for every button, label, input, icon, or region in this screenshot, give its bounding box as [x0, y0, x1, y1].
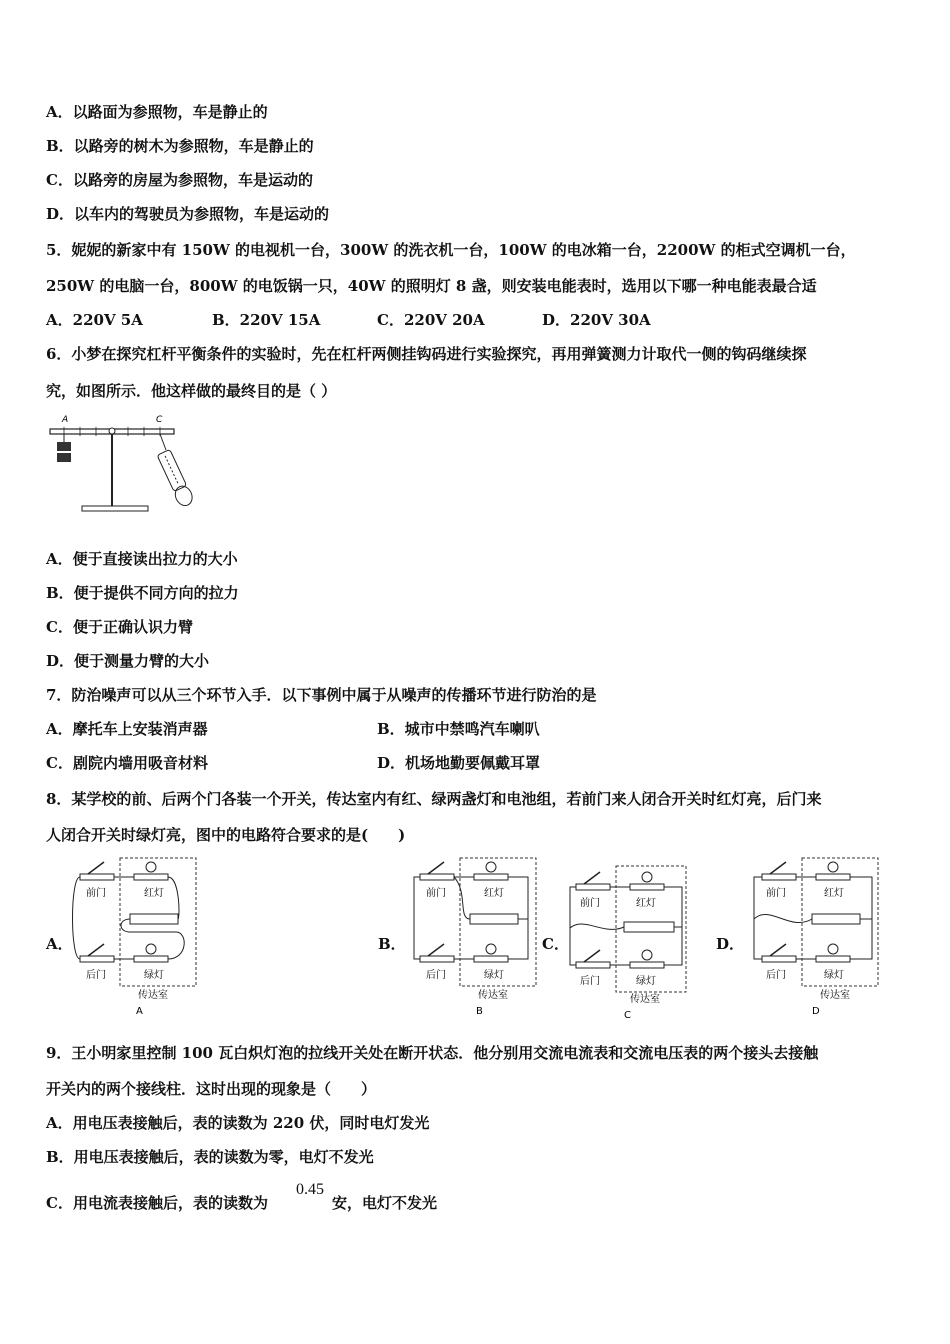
- green-light-label: 绿灯: [144, 970, 164, 981]
- battery-pack: [130, 914, 178, 924]
- front-door-switch: [576, 872, 610, 890]
- q8-stem-line1: 8．某学校的前、后两个门各装一个开关，传达室内有红、绿两盏灯和电池组，若前门来人闭合开关时红灯亮，后门来: [46, 790, 822, 808]
- q6-option-d: D．便于测量力臂的大小: [46, 652, 210, 670]
- red-light-label: 红灯: [484, 888, 504, 899]
- front-door-switch: [420, 862, 454, 880]
- caption-c: C: [624, 1010, 631, 1021]
- red-light-label: 红灯: [824, 888, 844, 899]
- q4-option-b: B．以路旁的树木为参照物，车是静止的: [46, 137, 314, 155]
- green-light-bulb: [134, 944, 168, 962]
- q9-stem-line2: 开关内的两个接线柱．这时出现的现象是（ ）: [46, 1080, 377, 1098]
- q5-stem-line1: 5．妮妮的新家中有 150W 的电视机一台，300W 的洗衣机一台，100W 的电冰箱一台，2200W 的柜式空调机一台，: [46, 241, 856, 259]
- q8-circuit-a: [68, 852, 204, 1020]
- q8-circuit-c: [564, 856, 700, 1024]
- q6-lever-figure: [44, 410, 224, 520]
- q5-option-b: B．220V 15A: [212, 311, 321, 329]
- caption-d: D: [812, 1006, 820, 1017]
- q9-option-c-suffix: 安，电灯不发光: [332, 1194, 438, 1212]
- red-light-bulb: [134, 862, 168, 880]
- front-door-label: 前门: [86, 888, 106, 899]
- q8-option-d-label: D．: [716, 935, 745, 953]
- q5-stem-line2: 250W 的电脑一台，800W 的电饭锅一只，40W 的照明灯 8 盏，则安装电能表时，选用以下哪一种电能表最合适: [46, 277, 817, 295]
- room-label: 传达室: [478, 990, 508, 1001]
- q6-option-c: C．便于正确认识力臂: [46, 618, 193, 636]
- back-door-label: 后门: [766, 970, 786, 981]
- q8-circuit-b: [408, 852, 544, 1020]
- q8-option-c-label: C．: [542, 935, 569, 953]
- q9-option-c-value: 0.45: [296, 1181, 324, 1198]
- front-door-switch: [762, 862, 796, 880]
- q6-stem-line2: 究，如图所示．他这样做的最终目的是（ ）: [46, 382, 337, 400]
- q7-option-b: B．城市中禁鸣汽车喇叭: [377, 720, 540, 738]
- battery-pack: [812, 914, 860, 924]
- battery-pack: [470, 914, 518, 924]
- q9-option-b: B．用电压表接触后，表的读数为零，电灯不发光: [46, 1148, 374, 1166]
- spring-balance: [156, 449, 195, 508]
- q8-circuit-d: [750, 852, 886, 1020]
- back-door-label: 后门: [426, 970, 446, 981]
- caption-a: A: [136, 1006, 143, 1017]
- green-light-label: 绿灯: [824, 970, 844, 981]
- front-door-label: 前门: [766, 888, 786, 899]
- lever-base: [82, 506, 148, 511]
- q9-option-a: A．用电压表接触后，表的读数为 220 伏，同时电灯发光: [46, 1114, 430, 1132]
- front-door-label: 前门: [426, 888, 446, 899]
- q6-label-c: C: [156, 415, 163, 425]
- red-light-bulb: [474, 862, 508, 880]
- caption-b: B: [476, 1006, 483, 1017]
- q5-option-a: A．220V 5A: [46, 311, 143, 329]
- q6-label-a: A: [62, 415, 69, 425]
- q8-option-a-label: A．: [46, 935, 73, 953]
- weight-block-2: [57, 453, 71, 462]
- q8-stem-line2: 人闭合开关时绿灯亮，图中的电路符合要求的是( ): [46, 826, 406, 844]
- green-light-label: 绿灯: [636, 976, 656, 987]
- q7-option-d: D．机场地勤要佩戴耳罩: [377, 754, 541, 772]
- battery-pack: [624, 922, 674, 932]
- red-light-bulb: [630, 872, 664, 890]
- front-door-label: 前门: [580, 898, 600, 909]
- q9-stem-line1: 9．王小明家里控制 100 瓦白炽灯泡的拉线开关处在断开状态．他分别用交流电流表和交流电压表的两个接头去接触: [46, 1044, 819, 1062]
- back-door-switch: [762, 944, 796, 962]
- green-light-label: 绿灯: [484, 970, 504, 981]
- back-door-label: 后门: [580, 976, 600, 987]
- q5-option-d: D．220V 30A: [542, 311, 651, 329]
- q9-option-c-prefix: C．用电流表接触后，表的读数为: [46, 1194, 268, 1212]
- q7-option-a: A．摩托车上安装消声器: [46, 720, 208, 738]
- back-door-switch: [420, 944, 454, 962]
- back-door-switch: [576, 950, 610, 968]
- green-light-bulb: [816, 944, 850, 962]
- q6-option-a: A．便于直接读出拉力的大小: [46, 550, 238, 568]
- room-label: 传达室: [630, 994, 660, 1005]
- q6-stem-line1: 6．小梦在探究杠杆平衡条件的实验时，先在杠杆两侧挂钩码进行实验探究，再用弹簧测力计取代一侧的钩码继续探: [46, 345, 807, 363]
- weight-block-1: [57, 442, 71, 451]
- green-light-bulb: [474, 944, 508, 962]
- q7-option-c: C．剧院内墙用吸音材料: [46, 754, 208, 772]
- green-light-bulb: [630, 950, 664, 968]
- room-label: 传达室: [138, 990, 168, 1001]
- red-light-label: 红灯: [636, 898, 656, 909]
- spring-hook: [160, 434, 166, 450]
- q4-option-d: D．以车内的驾驶员为参照物，车是运动的: [46, 205, 330, 223]
- room-label: 传达室: [820, 990, 850, 1001]
- q5-option-c: C．220V 20A: [377, 311, 485, 329]
- lever-pivot: [109, 428, 115, 434]
- q4-option-c: C．以路旁的房屋为参照物，车是运动的: [46, 171, 313, 189]
- front-door-switch: [80, 862, 114, 880]
- q4-option-a: A．以路面为参照物，车是静止的: [46, 103, 268, 121]
- q8-option-b-label: B．: [378, 935, 406, 953]
- red-light-bulb: [816, 862, 850, 880]
- q6-option-b: B．便于提供不同方向的拉力: [46, 584, 239, 602]
- q7-stem: 7．防治噪声可以从三个环节入手．以下事例中属于从噪声的传播环节进行防治的是: [46, 686, 597, 704]
- back-door-label: 后门: [86, 970, 106, 981]
- red-light-label: 红灯: [144, 888, 164, 899]
- back-door-switch: [80, 944, 114, 962]
